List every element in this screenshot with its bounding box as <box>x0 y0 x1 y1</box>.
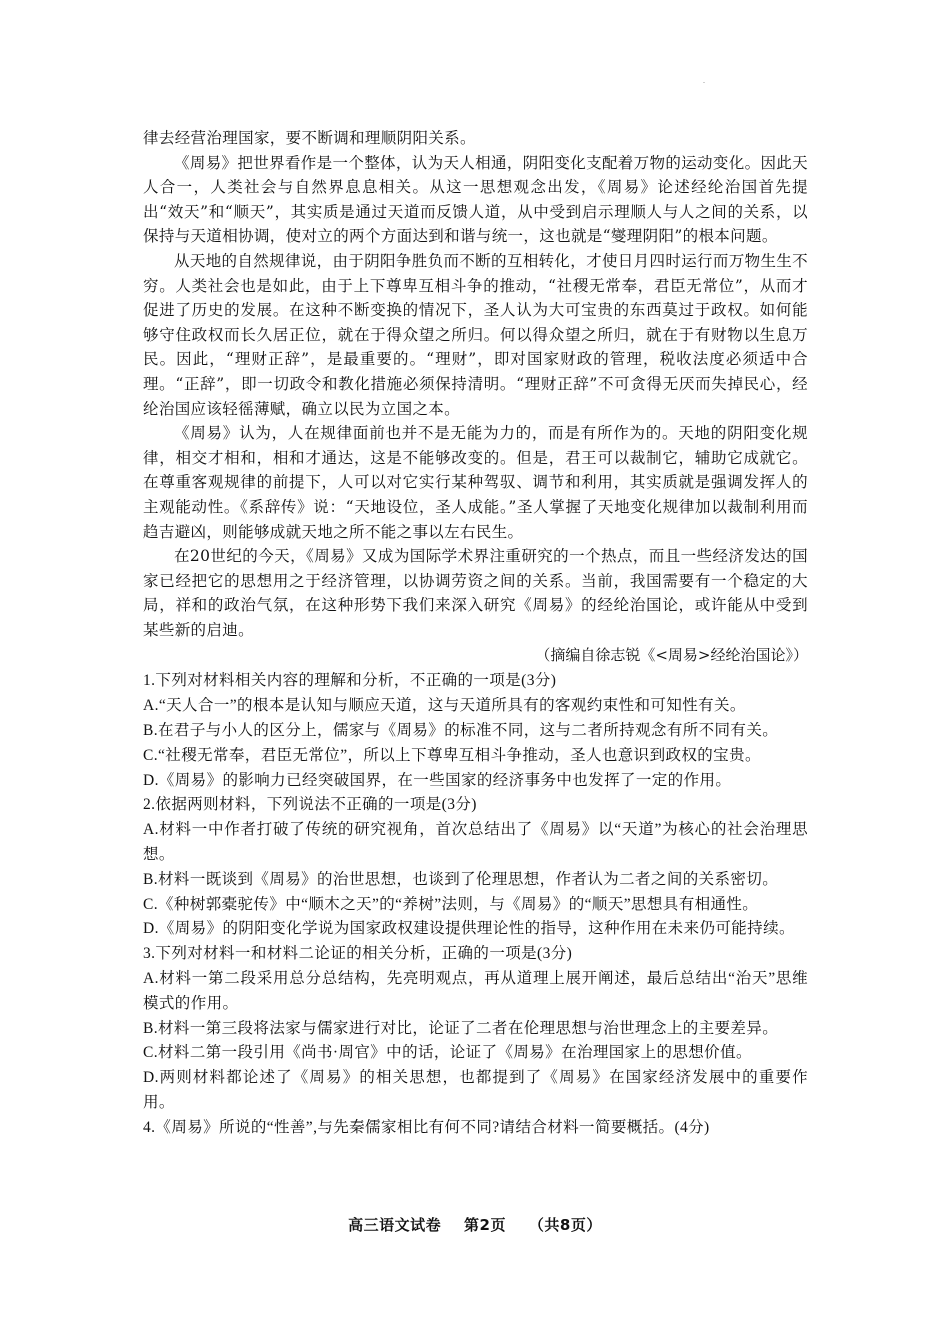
question-stem: 2.依据两则材料，下列说法不正确的一项是(3分) <box>143 796 477 814</box>
scan-speck <box>703 82 705 83</box>
passage-source: （摘编自徐志锐《<周易>经纶治国论》） <box>535 646 808 665</box>
question-4 <box>143 1116 808 1141</box>
option-d: D.《周易》的阴阳变化学说为国家政权建设提供理论性的指导，这种作用在未来仍可能持续。 <box>143 920 795 938</box>
option-c: C.《种树郭橐驼传》中“顺木之天”的“养树”法则，与《周易》的“顺天”思想具有相通性。 <box>143 895 759 913</box>
option-d: D.两则材料都论述了《周易》的相关思想，也都提到了《周易》在国家经济发展中的重要作用。 <box>143 1069 808 1112</box>
option-c: C.“社稷无常奉，君臣无常位”，所以上下尊卑互相斗争推动，圣人也意识到政权的宝贵。 <box>143 746 761 764</box>
page-content <box>143 126 808 1141</box>
question-stem: 4.《周易》所说的“性善”,与先秦儒家相比有何不同?请结合材料一简要概括。(4分) <box>143 1118 710 1136</box>
question-stem: 1.下列对材料相关内容的理解和分析，不正确的一项是(3分) <box>143 672 557 690</box>
question-3 <box>143 942 808 1116</box>
option-d: D.《周易》的影响力已经突破国界，在一些国家的经济事务中也发挥了一定的作用。 <box>143 771 732 789</box>
passage-paragraph-4: 《周易》认为，人在规律面前也并不是无能为力的，而是有所作为的。天地的阴阳变化规律，相交才相和，相和才通达，这是不能够改变的。但是，君王可以裁制它，辅助它成就它。在尊重客观规律的前提下，人可以对它实行某种驾驭、调节和利用，其实质就是强调发挥人的主观能动性。《系辞传》说：“天地设位，圣人成能。”圣人掌握了天地变化规律加以裁制利用而趋吉避凶，则能够成就天地之所不能之事以左右民生。 <box>143 424 808 541</box>
passage-paragraph-2: 《周易》把世界看作是一个整体，认为天人相通，阴阳变化支配着万物的运动变化。因此天人合一，人类社会与自然界息息相关。从这一思想观念出发，《周易》论述经纶治国首先提出“效天”和“顺天”，其实质是通过天道而反馈人道，从中受到启示理顺人与人之间的关系，以保持与天道相协调，使对立的两个方面达到和谐与统一，这也就是“燮理阴阳”的根本问题。 <box>143 153 809 246</box>
passage-paragraph-3: 从天地的自然规律说，由于阴阳争胜负而不断的互相转化，才使日月四时运行而万物生生不穷。人类社会也是如此，由于上下尊卑互相斗争的推动，“社稷无常奉，君臣无常位”，从而才促进了历史的发展。在这种不断变换的情况下，圣人认为大可宝贵的东西莫过于政权。如何能够守住政权而长久居正位，就在于得众望之所归。何以得众望之所归，就在于有财物以生息万民。因此，“理财正辞”，是最重要的。“理财”，即对国家财政的管理，税收法度必须适中合理。“正辞”，即一切政令和教化措施必须保持清明。“理财正辞”不可贪得无厌而失掉民心，经纶治国应该轻徭薄赋，确立以民为立国之本。 <box>143 251 809 418</box>
question-stem: 3.下列对材料一和材料二论证的相关分析，正确的一项是(3分) <box>143 945 573 963</box>
question-2 <box>143 793 808 942</box>
option-a: A.材料一第二段采用总分总结构，先亮明观点，再从道理上展开阐述，最后总结出“治天”思维模式的作用。 <box>143 970 808 1012</box>
option-a: A.材料一中作者打破了传统的研究视角，首次总结出了《周易》以“天道”为核心的社会治理思想。 <box>143 821 808 864</box>
passage-paragraph-1: 律去经营治理国家，要不断调和理顺阴阳关系。 <box>143 129 476 147</box>
option-b: B.材料一第三段将法家与儒家进行对比，论证了二者在伦理思想与治世理念上的主要差异。 <box>143 1019 779 1037</box>
option-b: B.在君子与小人的区分上，儒家与《周易》的标准不同，这与二者所持观念有所不同有关。 <box>143 722 779 740</box>
option-b: B.材料一既谈到《周易》的治世思想，也谈到了伦理思想，作者认为二者之间的关系密切。 <box>143 870 779 888</box>
option-c: C.材料二第一段引用《尚书·周官》中的话，论证了《周易》在治理国家上的思想价值。 <box>143 1044 752 1062</box>
option-a: A.“天人合一”的根本是认知与顺应天道，这与天道所具有的客观约束性和可知性有关。 <box>143 697 746 715</box>
page-footer: 高三语文试卷 第2页 （共8页） <box>348 1216 602 1234</box>
question-1 <box>143 669 808 793</box>
passage-paragraph-5: 在20世纪的今天，《周易》又成为国际学术界注重研究的一个热点，而且一些经济发达的国家已经把它的思想用之于经济管理，以协调劳资之间的关系。当前，我国需要有一个稳定的大局，祥和的政治气氛，在这种形势下我们来深入研究《周易》的经纶治国论，或许能从中受到某些新的启迪。 <box>143 547 808 639</box>
